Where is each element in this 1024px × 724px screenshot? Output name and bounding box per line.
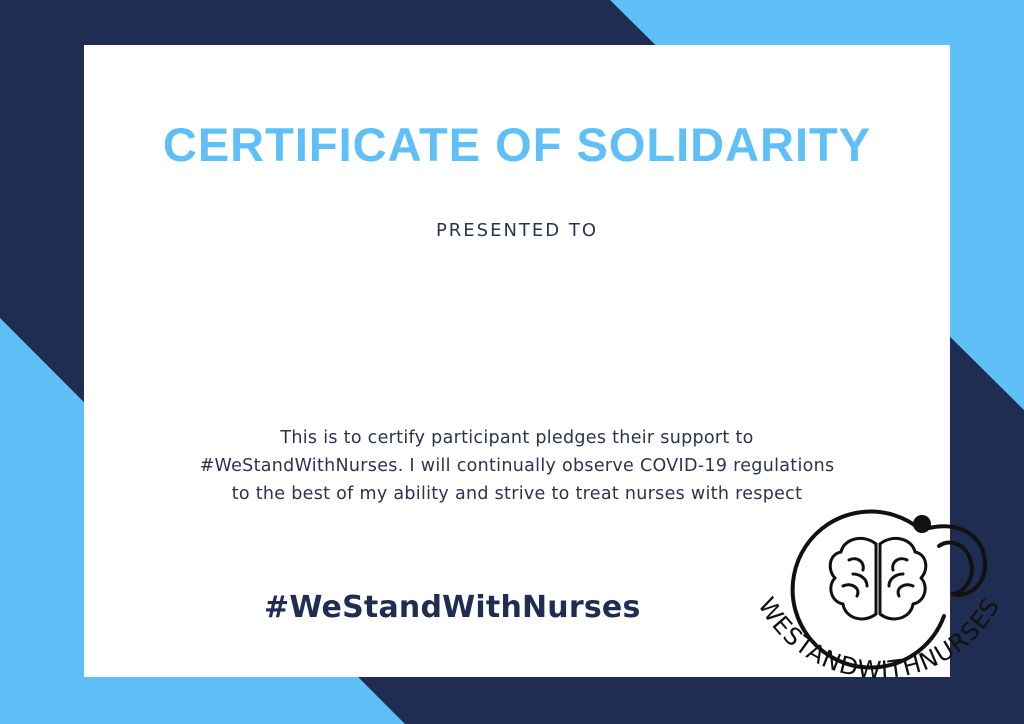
recipient-name	[284, 275, 750, 365]
certificate-card	[84, 45, 1006, 685]
certificate-title: CERTIFICATE OF SOLIDARITY	[162, 118, 872, 171]
pledge-line-3: to the best of my ability and strive to treat nurses with respect	[231, 484, 803, 504]
campaign-hashtag: #WeStandWithNurses	[264, 590, 641, 625]
pledge-text	[84, 424, 950, 508]
stethoscope-tube-icon	[929, 526, 985, 595]
stethoscope-chestpiece-icon	[913, 515, 931, 533]
pledge-line-1: This is to certify participant pledges their support to	[280, 428, 754, 448]
we-stand-with-nurses-logo	[739, 500, 1019, 720]
brain-icon	[830, 538, 926, 619]
pledge-line-2: #WeStandWithNurses. I will continually observe COVID-19 regulations	[199, 456, 835, 476]
logo-wordmark-text: WESTANDWITHNURSES	[752, 592, 1006, 685]
presented-to-label: PRESENTED TO	[435, 220, 599, 241]
